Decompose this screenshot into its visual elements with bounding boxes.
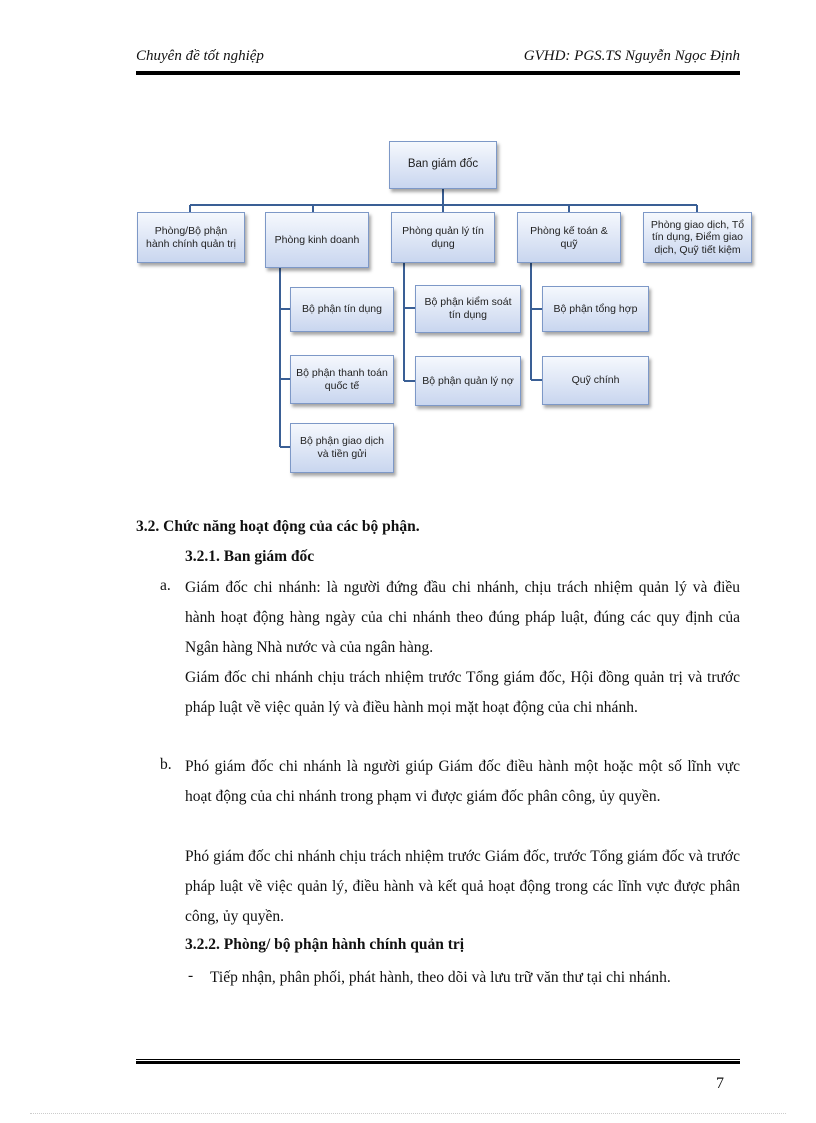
org-box-quy-chinh: Quỹ chính — [542, 356, 649, 405]
org-box-ke-toan-quy: Phòng kế toán & quỹ — [517, 212, 621, 263]
page-number: 7 — [716, 1075, 724, 1092]
item-b-marker: b. — [160, 756, 172, 773]
header-left: Chuyên đề tốt nghiệp — [136, 48, 264, 64]
org-box-ban-giam-doc: Ban giám đốc — [389, 141, 497, 189]
item-a-paragraph-2: Giám đốc chi nhánh chịu trách nhiệm trước Tổng giám đốc, Hội đồng quản trị và trước pháp luật về việc quản lý và điều hành mọi mặt hoạt động của chi nhánh. — [185, 669, 740, 716]
header-right: GVHD: PGS.TS Nguyễn Ngọc Định — [523, 48, 740, 64]
org-box-kinh-doanh: Phòng kinh doanh — [265, 212, 369, 268]
org-box-kiem-soat-tin-dung: Bộ phận kiểm soát tín dụng — [415, 285, 521, 333]
org-chart — [0, 0, 816, 500]
org-box-thanh-toan-quoc-te: Bộ phận thanh toán quốc tế — [290, 355, 394, 404]
org-box-phong-giao-dich: Phòng giao dịch, Tổ tín dụng, Điểm giao dịch, Quỹ tiết kiệm — [643, 212, 752, 263]
dash-item-text: Tiếp nhận, phân phối, phát hành, theo dõi và lưu trữ văn thư tại chi nhánh. — [210, 969, 671, 986]
org-box-giao-dich-tien-gui: Bộ phận giao dịch và tiền gửi — [290, 423, 394, 473]
item-b-paragraph: Phó giám đốc chi nhánh là người giúp Giám đốc điều hành một hoặc một số lĩnh vực hoạt động của chi nhánh trong phạm vi được giám đốc phân công, ủy quyền. — [185, 758, 740, 805]
section-3-2-heading: 3.2. Chức năng hoạt động của các bộ phận. — [136, 518, 420, 535]
item-a-paragraph: Giám đốc chi nhánh: là người đứng đầu chi nhánh, chịu trách nhiệm quản lý và điều hành hoạt động hàng ngày của chi nhánh theo đúng pháp luật, đúng các quy định của Ngân hàng Nhà nước và của ngân hàng. — [185, 579, 740, 656]
section-3-2-1-heading: 3.2.1. Ban giám đốc — [185, 548, 315, 565]
org-box-quan-ly-tin-dung: Phòng quản lý tín dụng — [391, 212, 495, 263]
org-box-tong-hop: Bộ phận tổng hợp — [542, 286, 649, 332]
page-edge-dots — [30, 1113, 786, 1114]
item-a-marker: a. — [160, 577, 171, 594]
section-3-2-2-heading: 3.2.2. Phòng/ bộ phận hành chính quản trị — [185, 936, 465, 953]
org-box-hanh-chinh-quan-tri: Phòng/Bộ phận hành chính quản trị — [137, 212, 245, 263]
footer-rule — [136, 1059, 740, 1064]
dash-marker: - — [188, 967, 194, 984]
item-b-paragraph-2: Phó giám đốc chi nhánh chịu trách nhiệm trước Giám đốc, trước Tổng giám đốc và trước pháp luật về việc quản lý, điều hành và kết quả hoạt động trong các lĩnh vực được phân công, ủy quyền. — [185, 848, 740, 925]
org-box-quan-ly-no: Bộ phận quản lý nợ — [415, 356, 521, 406]
org-box-tin-dung: Bộ phận tín dụng — [290, 287, 394, 332]
